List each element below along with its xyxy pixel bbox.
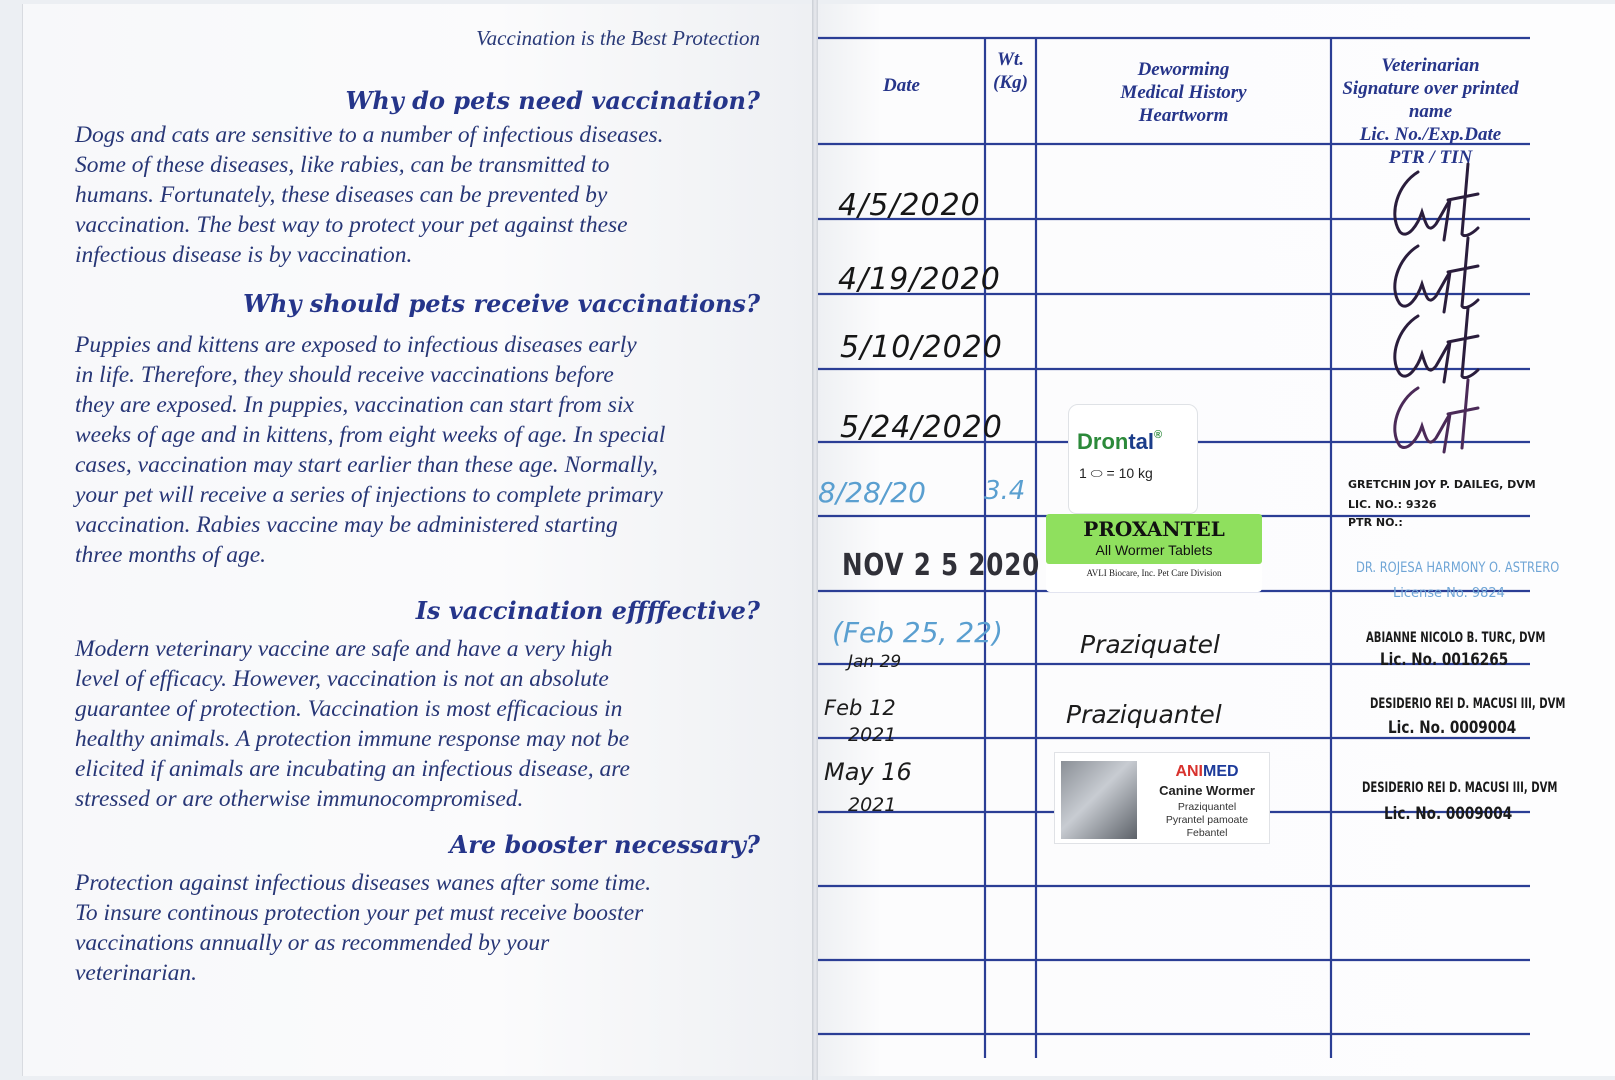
proxantel-sticker: PROXANTEL All Wormer Tablets AVLI Biocare, Inc. Pet Care Division	[1046, 514, 1262, 592]
vet-stamp: DR. ROJESA HARMONY O. ASTRERO	[1356, 560, 1560, 576]
handwritten-date: 2021	[848, 724, 897, 746]
vet-stamp: Lic. No. 0016265	[1380, 650, 1509, 670]
handwritten-date: 5/10/2020	[840, 330, 1003, 365]
vet-stamp: DESIDERIO REI D. MACUSI III, DVM	[1370, 696, 1566, 712]
section-paragraph: Modern veterinary vaccine are safe and have a very high level of efficacy. However, vaccination is not an absolute guarantee of protection. Vaccination is most efficacious in healthy animals. A protection immune response may not be elicited if animals are incubating an infectious disease, are stressed or are otherwise immunocompromised.	[75, 636, 630, 812]
handwritten-date: (Feb 25, 22)	[832, 616, 1003, 649]
section-paragraph: Dogs and cats are sensitive to a number of infectious diseases. Some of these diseases, like rabies, can be transmitted to humans. Fortunately, these diseases can be prevented by vaccination. The best way to protect your pet against these infectious disease is by vaccination.	[75, 122, 664, 268]
handwritten-treatment: Praziquantel	[1066, 700, 1222, 729]
veterinarian-column-header: Veterinarian Signature over printed name Lic. No./Exp.Date PTR / TIN	[1342, 55, 1519, 168]
handwritten-date: 8/28/20	[818, 476, 926, 509]
animed-sticker: ANIMED Canine Wormer Praziquantel Pyrantel pamoate Febantel	[1054, 752, 1270, 844]
handwritten-date: Jan 29	[848, 652, 902, 672]
section-paragraph: Puppies and kittens are exposed to infectious diseases early in life. Therefore, they should receive vaccinations before they are exposed. In puppies, vaccination can start from six weeks of age and in kittens, from eight weeks of age. In special cases, vaccination may start earlier than these age. Normally, your pet will receive a series of injections to complete primary vaccination. Rabies vaccine may be administered starting three months of age.	[75, 332, 666, 568]
section-heading: Is vaccination effffective?	[415, 596, 760, 625]
drontal-sticker: Drontal® 1 ⬭ = 10 kg	[1068, 404, 1198, 514]
vet-stamp: PTR NO.:	[1348, 516, 1403, 529]
veterinarian-signature	[1378, 154, 1518, 454]
stamped-date: NOV 2 5 2020	[842, 548, 1041, 583]
handwritten-date: Feb 12	[824, 696, 896, 720]
history-column-header: Deworming Medical History Heartworm	[1120, 59, 1247, 126]
left-page	[22, 4, 812, 1076]
vet-stamp: License No. 9824	[1393, 586, 1505, 601]
vet-stamp: ABIANNE NICOLO B. TURC, DVM	[1366, 630, 1546, 646]
handwritten-treatment: Praziquatel	[1080, 630, 1220, 659]
handwritten-date: May 16	[824, 758, 912, 786]
vet-stamp: DESIDERIO REI D. MACUSI III, DVM	[1362, 780, 1558, 796]
handwritten-weight: 3.4	[984, 476, 1026, 506]
section-heading: Are booster necessary?	[449, 830, 760, 859]
section-paragraph: Protection against infectious diseases wanes after some time. To insure continous protection your pet must receive booster vaccinations annually or as recommended by your veterinarian.	[75, 870, 652, 986]
dosage-label: 1 ⬭ = 10 kg	[1079, 465, 1153, 481]
page-header: Vaccination is the Best Protection	[476, 26, 760, 50]
weight-column-header: Wt. (Kg)	[993, 49, 1028, 93]
handwritten-date: 4/5/2020	[838, 188, 981, 223]
section-heading: Why should pets receive vaccinations?	[243, 289, 760, 318]
handwritten-date: 2021	[848, 794, 897, 816]
dog-photo	[1061, 761, 1137, 839]
handwritten-date: 5/24/2020	[840, 410, 1003, 445]
vet-stamp: LIC. NO.: 9326	[1348, 498, 1437, 511]
date-column-header: Date	[883, 75, 920, 96]
handwritten-date: 4/19/2020	[838, 262, 1001, 297]
right-page	[818, 4, 1615, 1076]
vet-stamp: Lic. No. 0009004	[1388, 718, 1517, 738]
section-heading: Why do pets need vaccination?	[345, 86, 760, 115]
vet-stamp: GRETCHIN JOY P. DAILEG, DVM	[1348, 478, 1536, 491]
vet-stamp: Lic. No. 0009004	[1384, 804, 1513, 824]
